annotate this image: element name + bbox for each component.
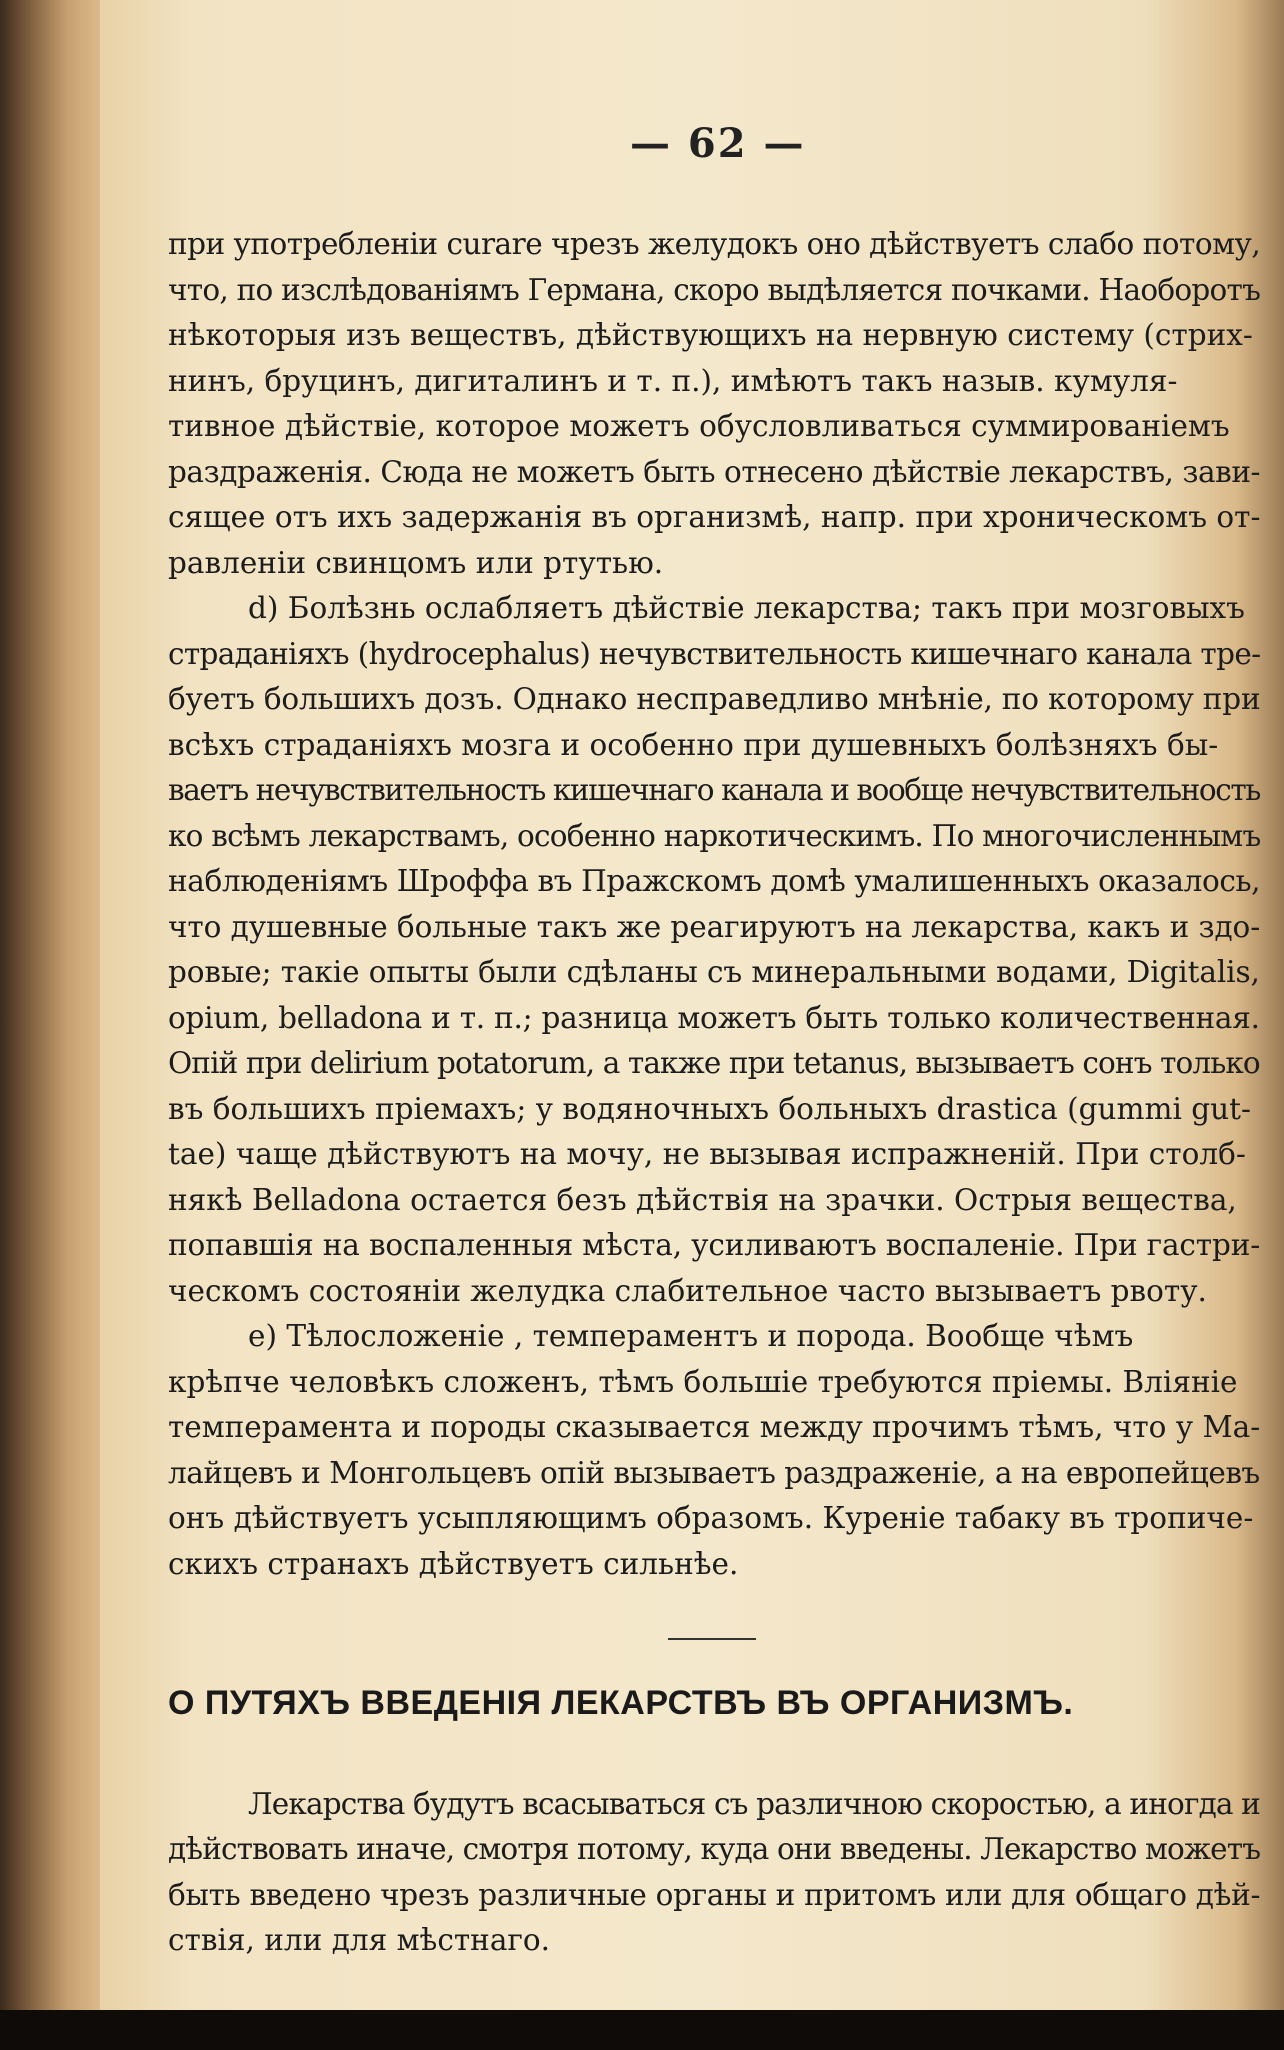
text-line: сящее отъ ихъ задержанія въ организмѣ, напр. при хроническомъ от- bbox=[168, 500, 1260, 534]
text-line: раздраженія. Сюда не можетъ быть отнесено дѣйствіе лекарствъ, зави- bbox=[168, 454, 1260, 489]
text-line: что, по изслѣдованіямъ Германа, скоро выдѣляется почками. Наоборотъ bbox=[168, 272, 1260, 307]
text-line: онъ дѣйствуетъ усыпляющимъ образомъ. Куреніе табаку въ тропиче- bbox=[168, 1501, 1254, 1535]
text-line: нѣкоторыя изъ веществъ, дѣйствующихъ на нервную систему (стрих- bbox=[168, 318, 1253, 352]
text-line: крѣпче человѣкъ сложенъ, тѣмъ большіе требуются пріемы. Вліяніе bbox=[168, 1364, 1238, 1399]
text-line: e) Тѣлосложеніе , темпераментъ и порода. Вообще чѣмъ bbox=[248, 1319, 1134, 1353]
body-text-bottom bbox=[168, 1752, 1260, 1993]
text-line: наблюденіямъ Шроффа въ Пражскомъ домѣ умалишенныхъ оказалось, bbox=[168, 864, 1260, 898]
text-line: ваетъ нечувствительность кишечнаго канала и вообще нечувствительность bbox=[168, 773, 1260, 807]
text-line: тивное дѣйствіе, которое можетъ обусловливаться суммированіемъ bbox=[168, 409, 1230, 443]
section-heading: О ПУТЯХЪ ВВЕДЕНІЯ ЛЕКАРСТВЪ ВЪ ОРГАНИЗМЪ. bbox=[168, 1684, 1074, 1722]
text-line: при употребленіи curare чрезъ желудокъ оно дѣйствуетъ слабо потому, bbox=[168, 227, 1260, 261]
text-line: Опій при delirium potatorum, а также при tetanus, вызываетъ сонъ только bbox=[168, 1046, 1260, 1080]
text-line: темперамента и породы сказывается между прочимъ тѣмъ, что у Ма- bbox=[168, 1410, 1260, 1444]
text-line: ческомъ состояніи желудка слабительное часто вызываетъ рвоту. bbox=[168, 1273, 1207, 1308]
text-line: быть введено чрезъ различные органы и притомъ или для общаго дѣй- bbox=[168, 1877, 1260, 1912]
text-line: нинъ, бруцинъ, дигиталинъ и т. п.), имѣютъ такъ назыв. кумуля- bbox=[168, 363, 1178, 398]
text-line: всѣхъ страданіяхъ мозга и особенно при душевныхъ болѣзняхъ бы- bbox=[168, 727, 1219, 762]
paragraph-3 bbox=[168, 1314, 1260, 1587]
text-line: някѣ Belladona остается безъ дѣйствія на зрачки. Острыя вещества, bbox=[168, 1182, 1237, 1217]
paragraph-4 bbox=[168, 1782, 1260, 1964]
text-line: дѣйствовать иначе, смотря потому, куда они введены. Лекарство можетъ bbox=[168, 1832, 1260, 1866]
text-line: tae) чаще дѣйствуютъ на мочу, не вызывая испражненій. При столб- bbox=[168, 1137, 1246, 1171]
paragraph-2 bbox=[168, 586, 1260, 1314]
paragraph-1 bbox=[168, 222, 1260, 586]
section-divider bbox=[668, 1638, 756, 1640]
text-line: ствія, или для мѣстнаго. bbox=[168, 1923, 551, 1957]
text-line: страданіяхъ (hydrocephalus) нечувствительность кишечнаго канала тре- bbox=[168, 636, 1260, 671]
text-line: буетъ большихъ дозъ. Однако несправедливо мнѣніе, по которому при bbox=[168, 682, 1260, 716]
body-text-top bbox=[168, 222, 1260, 1587]
text-line: Лекарства будутъ всасываться съ различною скоростью, а иногда и bbox=[248, 1786, 1260, 1821]
text-line: скихъ странахъ дѣйствуетъ сильнѣе. bbox=[168, 1546, 739, 1581]
text-line: что душевные больные такъ же реагируютъ на лекарства, какъ и здо- bbox=[168, 909, 1260, 944]
page-number: — 62 — bbox=[630, 120, 806, 167]
text-line: равленіи свинцомъ или ртутью. bbox=[168, 545, 664, 580]
text-line: въ большихъ пріемахъ; у водяночныхъ больныхъ drastica (gummi gut- bbox=[168, 1091, 1251, 1126]
text-line: ко всѣмъ лекарствамъ, особенно наркотическимъ. По многочисленнымъ bbox=[168, 818, 1260, 853]
text-line: лайцевъ и Монгольцевъ опій вызываетъ раздраженіе, а на европейцевъ bbox=[168, 1455, 1260, 1490]
text-line: d) Болѣзнь ослабляетъ дѣйствіе лекарства; такъ при мозговыхъ bbox=[248, 591, 1245, 625]
text-line: попавшія на воспаленныя мѣста, усиливаютъ воспаленіе. При гастри- bbox=[168, 1228, 1260, 1262]
text-line: ровые; такіе опыты были сдѣланы съ минеральными водами, Digitalis, bbox=[168, 955, 1260, 989]
page-shadow bbox=[0, 2010, 1284, 2050]
text-line: opium, belladona и т. п.; разница можетъ быть только количественная. bbox=[168, 1000, 1260, 1035]
